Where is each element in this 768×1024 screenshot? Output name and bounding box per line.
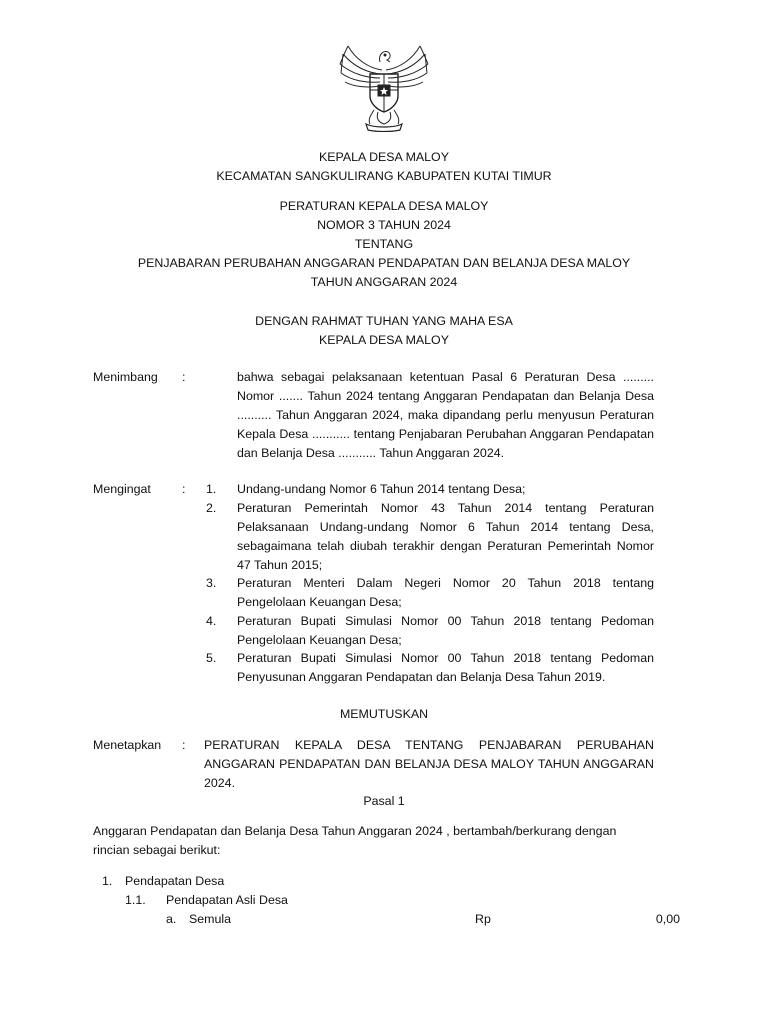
row-a-amount: 0,00	[655, 912, 680, 926]
mengingat-item-3-text: Peraturan Menteri Dalam Negeri Nomor 20 Tahun 2018 tentang Pengelolaan Keuangan Desa;	[237, 576, 654, 609]
menimbang-text: bahwa sebagai pelaksanaan ketentuan Pasal 6 Peraturan Desa ......... Nomor ....... Tahun 2024 tentang Anggaran Pendapatan dan Belanja Desa .......... Tahun Anggaran 2024, maka dipandang perlu menyusun Peraturan Kepala Desa ........... tentang Penjabaran Perubahan Anggaran Pendapatan dan Belanja Desa ........... Tahun Anggaran 2024.	[237, 370, 654, 460]
mengingat-item-1-num: 1.	[206, 482, 217, 496]
row-a-letter: a.	[166, 912, 177, 926]
preamble-line-1: DENGAN RAHMAT TUHAN YANG MAHA ESA	[255, 314, 513, 328]
pasal-intro-line-2: rincian sebagai berikut:	[93, 843, 221, 857]
mengingat-item-5-text: Peraturan Bupati Simulasi Nomor 00 Tahun 2018 tentang Pedoman Penyusunan Anggaran Pendapatan dan Belanja Desa Tahun 2019.	[237, 651, 654, 684]
mengingat-item-1-text: Undang-undang Nomor 6 Tahun 2014 tentang Desa;	[237, 482, 526, 496]
pasal-title: Pasal 1	[363, 794, 405, 808]
menetapkan-colon: :	[182, 738, 186, 752]
garuda-emblem	[334, 40, 434, 132]
menimbang-colon: :	[182, 370, 186, 384]
mengingat-item-5-num: 5.	[206, 651, 217, 665]
title-line-4: PENJABARAN PERUBAHAN ANGGARAN PENDAPATAN DAN BELANJA DESA MALOY	[137, 256, 631, 270]
mengingat-colon: :	[182, 482, 186, 496]
mengingat-item-4-text: Peraturan Bupati Simulasi Nomor 00 Tahun 2018 tentang Pedoman Pengelolaan Keuangan Desa;	[237, 614, 654, 647]
header-line-1: KEPALA DESA MALOY	[319, 150, 449, 164]
mengingat-item-4-num: 4.	[206, 614, 217, 628]
item-1-1-text: Pendapatan Asli Desa	[166, 893, 288, 907]
row-a-currency: Rp	[475, 912, 491, 926]
item-1-num: 1.	[102, 874, 113, 888]
menetapkan-label: Menetapkan	[93, 738, 162, 752]
title-line-2: NOMOR 3 TAHUN 2024	[317, 218, 451, 232]
menimbang-label: Menimbang	[93, 370, 158, 384]
title-line-5: TAHUN ANGGARAN 2024	[310, 275, 458, 289]
row-a-label: Semula	[189, 912, 232, 926]
title-line-3: TENTANG	[354, 237, 414, 251]
item-1-text: Pendapatan Desa	[125, 874, 225, 888]
memutuskan-heading: MEMUTUSKAN	[339, 707, 429, 721]
pasal-intro-line-1: Anggaran Pendapatan dan Belanja Desa Tahun Anggaran 2024 , bertambah/berkurang dengan	[93, 824, 617, 838]
preamble-line-2: KEPALA DESA MALOY	[319, 333, 449, 347]
mengingat-item-2-text: Peraturan Pemerintah Nomor 43 Tahun 2014 tentang Peraturan Pelaksanaan Undang-undang Nomor 6 Tahun 2014 tentang Desa, sebagaimana telah diubah terakhir dengan Peraturan Pemerintah Nomor 47 Tahun 2015;	[237, 501, 654, 572]
header-line-2: KECAMATAN SANGKULIRANG KABUPATEN KUTAI TIMUR	[216, 169, 552, 183]
title-line-1: PERATURAN KEPALA DESA MALOY	[279, 199, 489, 213]
mengingat-item-3-num: 3.	[206, 576, 217, 590]
mengingat-label: Mengingat	[93, 482, 151, 496]
menetapkan-text: PERATURAN KEPALA DESA TENTANG PENJABARAN PERUBAHAN ANGGARAN PENDAPATAN DAN BELANJA DESA MALOY TAHUN ANGGARAN 2024.	[204, 738, 654, 790]
item-1-1-num: 1.1.	[125, 893, 146, 907]
mengingat-item-2-num: 2.	[206, 501, 217, 515]
